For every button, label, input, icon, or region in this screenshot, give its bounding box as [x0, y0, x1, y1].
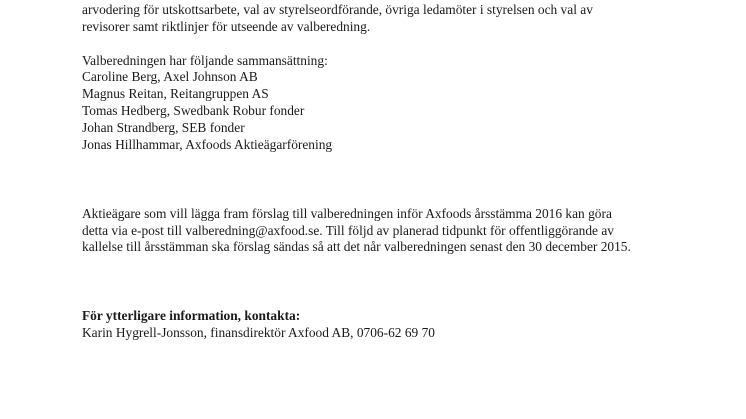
committee-member: Johan Strandberg, SEB fonder: [82, 120, 245, 135]
committee-member: Magnus Reitan, Reitangruppen AS: [82, 86, 269, 101]
intro-line-1: arvodering för utskottsarbete, val av styrelseordförande, övriga ledamöter i styrelsen och val av: [82, 2, 593, 17]
committee-member: Tomas Hedberg, Swedbank Robur fonder: [82, 103, 305, 118]
committee-heading: Valberedningen har följande sammansättning:: [82, 53, 328, 68]
proposals-line-3: kallelse till årsstämman ska förslag sändas så att det når valberedningen senast den 30 december 2015.: [82, 239, 631, 254]
proposals-line-2: detta via e-post till valberedning@axfood.se. Till följd av planerad tidpunkt för offentliggörande av: [82, 223, 614, 238]
intro-line-2: revisorer samt riktlinjer för utseende av valberedning.: [82, 19, 371, 34]
contact-heading: För ytterligare information, kontakta:: [82, 308, 301, 323]
proposals-line-1: Aktieägare som vill lägga fram förslag till valberedningen inför Axfoods årsstämma 2016 kan göra: [82, 206, 612, 221]
contact-person: Karin Hygrell-Jonsson, finansdirektör Axfood AB, 0706-62 69 70: [82, 325, 435, 340]
committee-member: Caroline Berg, Axel Johnson AB: [82, 69, 258, 84]
committee-member: Jonas Hillhammar, Axfoods Aktieägarförening: [82, 137, 333, 152]
